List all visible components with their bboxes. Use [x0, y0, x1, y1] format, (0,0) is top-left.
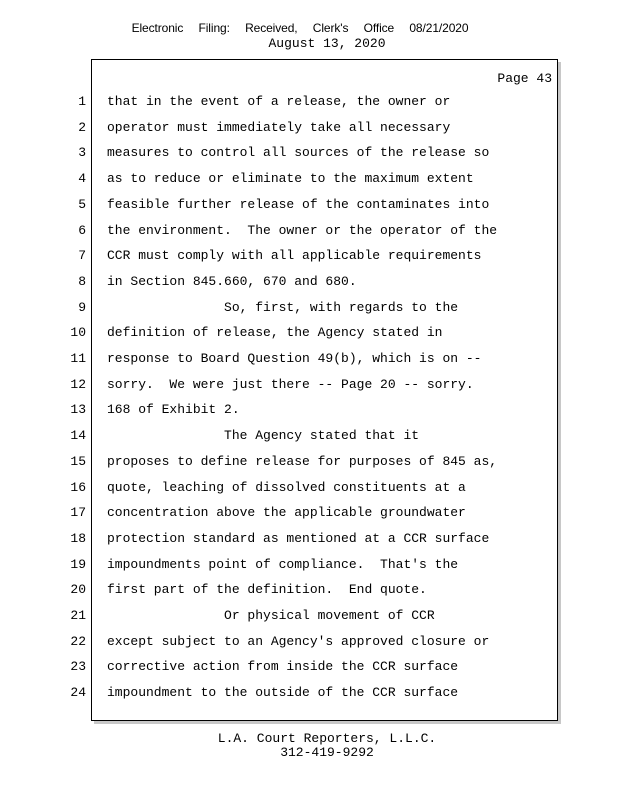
transcript-line	[0, 298, 600, 318]
transcript-line	[0, 452, 600, 472]
line-number: 21	[70, 608, 86, 623]
line-text: CCR must comply with all applicable requirements	[107, 248, 482, 264]
line-number: 24	[70, 685, 86, 701]
line-text: measures to control all sources of the release so	[107, 145, 490, 161]
stamp-received: Received,	[245, 21, 298, 35]
line-number: 6	[78, 222, 86, 238]
footer-phone: 312-419-9292	[280, 745, 374, 760]
transcript-line	[0, 683, 600, 703]
line-text: concentration above the applicable groundwater	[107, 505, 466, 521]
line-text: in Section 845.660, 670 and 680.	[107, 273, 357, 289]
line-text: definition of release, the Agency stated in	[107, 325, 443, 341]
stamp-filing: Filing:	[198, 21, 230, 35]
transcript-line	[0, 323, 600, 343]
line-text: the environment. The owner or the operator of the	[107, 222, 498, 238]
transcript-line	[0, 221, 600, 241]
transcript-line	[0, 272, 600, 292]
transcript-line	[0, 92, 600, 112]
line-text: protection standard as mentioned at a CCR surface	[107, 530, 490, 546]
transcript-line	[0, 349, 600, 369]
line-text: The Agency stated that it	[107, 428, 420, 444]
stamp-electronic: Electronic	[131, 21, 184, 35]
line-text: feasible further release of the contaminates into	[107, 196, 490, 212]
page-number: Page 43	[497, 71, 552, 86]
line-number: 13	[70, 402, 86, 418]
transcript-line	[0, 426, 600, 446]
line-number: 18	[70, 530, 86, 546]
line-text: response to Board Question 49(b), which is on --	[107, 351, 482, 366]
footer	[0, 732, 618, 760]
line-number: 7	[78, 248, 86, 264]
line-text: first part of the definition. End quote.	[107, 582, 427, 598]
stamp-date: 08/21/2020	[409, 21, 469, 35]
line-text: proposes to define release for purposes of 845 as,	[107, 453, 498, 469]
line-number: 19	[70, 556, 86, 572]
transcript-line	[0, 657, 600, 677]
line-number: 14	[70, 428, 86, 444]
line-number: 5	[78, 196, 86, 212]
line-text: quote, leaching of dissolved constituents at a	[107, 479, 466, 495]
line-text: Or physical movement of CCR	[107, 608, 435, 623]
line-text: impoundments point of compliance. That's the	[107, 556, 459, 572]
line-number: 16	[70, 479, 86, 495]
line-text: corrective action from inside the CCR surface	[107, 659, 459, 675]
stamp-office: Office	[363, 21, 395, 35]
line-text: sorry. We were just there -- Page 20 -- sorry.	[107, 376, 474, 392]
transcript-line	[0, 529, 600, 549]
line-number: 11	[70, 351, 86, 366]
transcript-line	[0, 555, 600, 575]
transcript-line	[0, 400, 600, 420]
stamp-clerks: Clerk's	[312, 21, 349, 35]
line-number: 2	[78, 119, 86, 135]
line-number: 4	[78, 171, 86, 187]
line-number: 10	[70, 325, 86, 341]
transcript-line	[0, 580, 600, 600]
transcript-line	[0, 118, 600, 138]
line-number: 9	[78, 299, 86, 315]
transcript-line	[0, 478, 600, 498]
transcript-line	[0, 375, 600, 395]
transcript-line	[0, 246, 600, 266]
transcript-line	[0, 606, 600, 626]
line-number: 15	[70, 453, 86, 469]
footer-company: L.A. Court Reporters, L.L.C.	[217, 731, 437, 746]
transcript-line	[0, 169, 600, 189]
line-text: that in the event of a release, the owner or	[107, 94, 451, 109]
line-number: 20	[70, 582, 86, 598]
line-number: 17	[70, 505, 86, 521]
transcript-line	[0, 632, 600, 652]
line-text: 168 of Exhibit 2.	[107, 402, 240, 418]
header-date: August 13, 2020	[268, 36, 386, 51]
filing-stamp	[0, 21, 600, 35]
line-text: impoundment to the outside of the CCR surface	[107, 685, 459, 701]
transcript-line	[0, 195, 600, 215]
line-number: 3	[78, 145, 86, 161]
line-text: operator must immediately take all necessary	[107, 119, 451, 135]
line-number: 1	[78, 94, 86, 109]
transcript-line	[0, 143, 600, 163]
line-text: So, first, with regards to the	[107, 299, 459, 315]
line-number: 23	[70, 659, 86, 675]
line-text: as to reduce or eliminate to the maximum extent	[107, 171, 474, 187]
line-number: 22	[70, 633, 86, 649]
line-number: 12	[70, 376, 86, 392]
line-text: except subject to an Agency's approved closure or	[107, 633, 490, 649]
transcript-line	[0, 503, 600, 523]
line-number: 8	[78, 273, 86, 289]
